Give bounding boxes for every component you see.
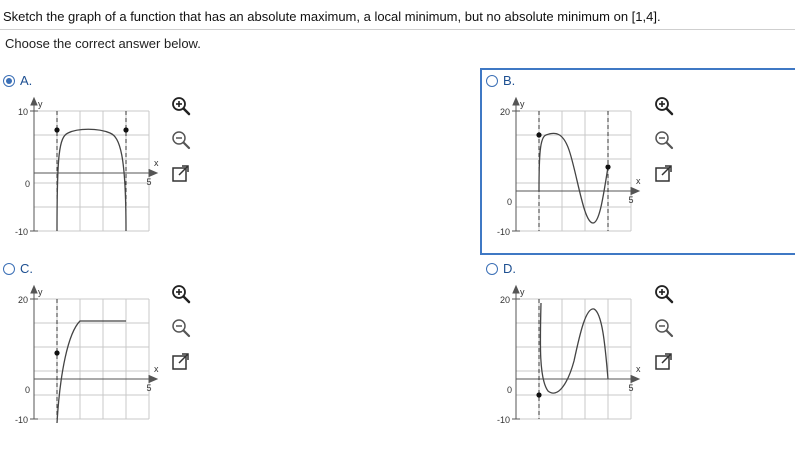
x-tick: 5	[628, 195, 634, 205]
axes	[512, 98, 639, 231]
graph-c	[8, 283, 168, 428]
zoom-out-icon[interactable]	[653, 129, 675, 151]
option-d-label: D.	[503, 261, 516, 276]
grid	[516, 299, 634, 419]
grid	[516, 111, 634, 231]
curve	[540, 303, 608, 393]
y-bottom-tick: -10	[496, 227, 510, 235]
origin-tick: 0	[24, 179, 30, 189]
zoom-out-icon[interactable]	[653, 317, 675, 339]
endpoint-dot	[536, 392, 541, 397]
graph-d-tools	[653, 283, 677, 383]
graph-a	[8, 95, 168, 235]
zoom-in-icon[interactable]	[653, 95, 675, 117]
graph-b-tools	[653, 95, 677, 195]
endpoint-dot	[54, 350, 59, 355]
x-axis-label: x	[636, 176, 641, 186]
option-b[interactable]	[486, 73, 515, 88]
origin-tick: 0	[506, 197, 512, 207]
y-top-tick: 20	[17, 295, 28, 305]
option-c-label: C.	[20, 261, 33, 276]
y-bottom-tick: -10	[14, 227, 28, 235]
endpoint-dot	[605, 164, 610, 169]
option-a-label: A.	[20, 73, 33, 88]
option-a-radio[interactable]	[3, 75, 15, 87]
origin-tick: 0	[24, 385, 30, 395]
y-axis-label: y	[520, 99, 525, 109]
endpoint-dot	[54, 127, 59, 132]
endpoint-dot	[123, 127, 128, 132]
graph-c-tools	[170, 283, 194, 383]
y-axis-label: y	[520, 287, 525, 297]
x-axis-label: x	[636, 364, 641, 374]
axes	[30, 286, 157, 419]
question-text: Sketch the graph of a function that has an absolute maximum, a local minimum, but no absolute minimum on [1,4].	[3, 9, 661, 24]
option-d-radio[interactable]	[486, 263, 498, 275]
divider	[0, 29, 795, 30]
y-top-tick: 20	[499, 295, 510, 305]
x-tick: 5	[146, 383, 152, 393]
y-axis-label: y	[38, 287, 43, 297]
curve	[57, 321, 126, 423]
curve	[539, 133, 608, 223]
option-b-label: B.	[503, 73, 516, 88]
graph-b	[490, 95, 650, 235]
origin-tick: 0	[506, 385, 512, 395]
x-tick: 5	[628, 383, 634, 393]
y-top-tick: 10	[17, 107, 28, 117]
option-a[interactable]	[3, 73, 32, 88]
y-top-tick: 20	[499, 107, 510, 117]
y-bottom-tick: -10	[14, 415, 28, 425]
option-c-radio[interactable]	[3, 263, 15, 275]
graph-d	[490, 283, 650, 428]
option-b-radio[interactable]	[486, 75, 498, 87]
grid	[34, 299, 152, 419]
zoom-in-icon[interactable]	[170, 283, 192, 305]
endpoint-dot	[536, 132, 541, 137]
zoom-in-icon[interactable]	[170, 95, 192, 117]
open-new-window-icon[interactable]	[170, 351, 192, 373]
option-d[interactable]	[486, 261, 516, 276]
y-axis-label: y	[38, 99, 43, 109]
y-bottom-tick: -10	[496, 415, 510, 425]
x-axis-label: x	[154, 158, 159, 168]
open-new-window-icon[interactable]	[653, 351, 675, 373]
axes	[30, 98, 157, 231]
graph-a-tools	[170, 95, 194, 195]
option-c[interactable]	[3, 261, 33, 276]
instruction-text: Choose the correct answer below.	[5, 36, 201, 51]
x-axis-label: x	[154, 364, 159, 374]
open-new-window-icon[interactable]	[653, 163, 675, 185]
zoom-out-icon[interactable]	[170, 129, 192, 151]
x-tick: 5	[146, 177, 152, 187]
curve	[57, 129, 126, 231]
open-new-window-icon[interactable]	[170, 163, 192, 185]
zoom-in-icon[interactable]	[653, 283, 675, 305]
zoom-out-icon[interactable]	[170, 317, 192, 339]
